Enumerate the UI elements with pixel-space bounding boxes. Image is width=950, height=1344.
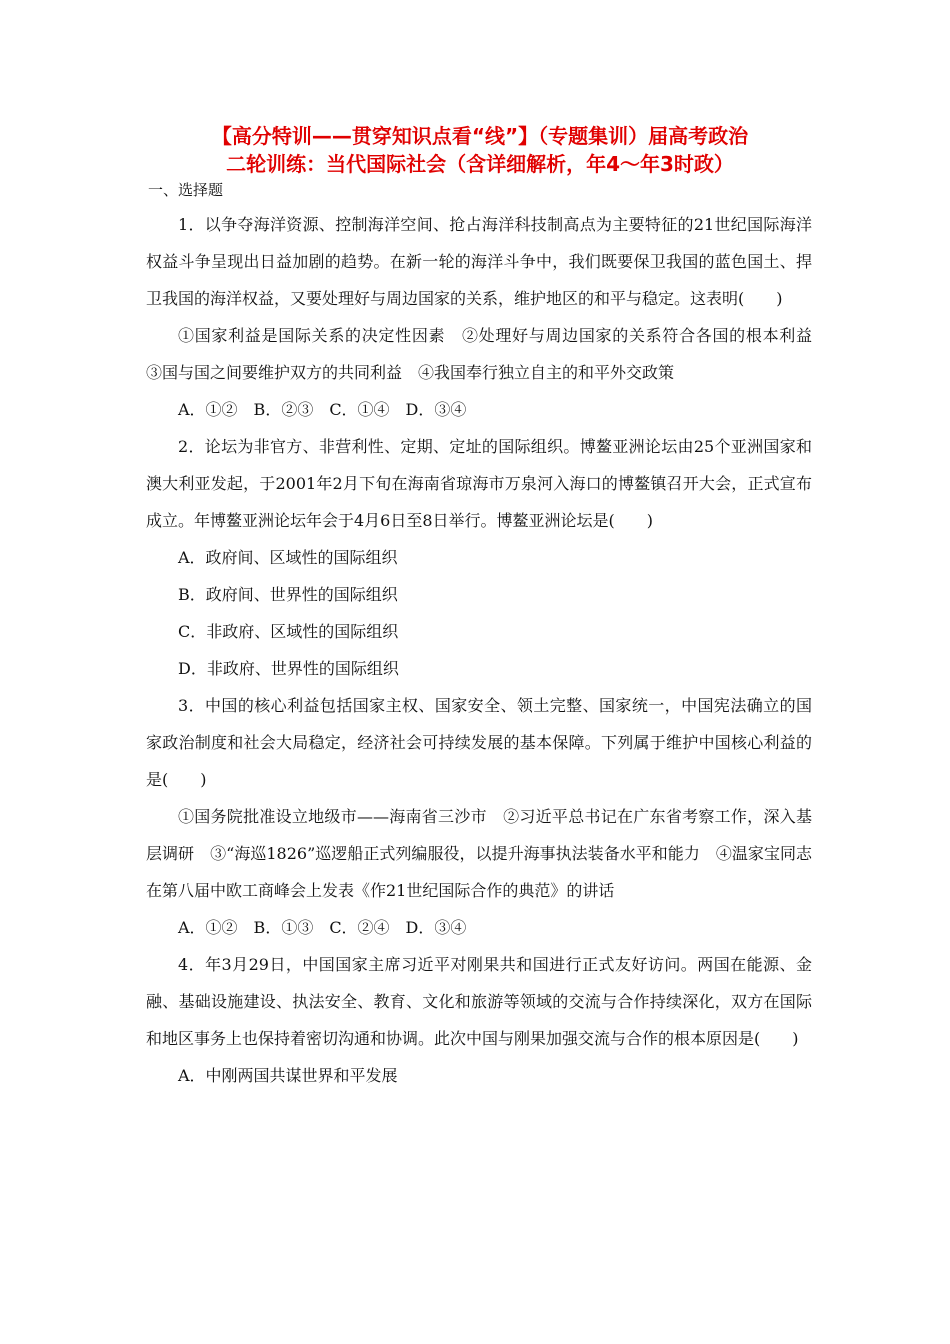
- question-3-choices: A．①② B．①③ C．②④ D．③④: [178, 918, 467, 937]
- question-2-option-b: B．政府间、世界性的国际组织: [178, 585, 398, 604]
- question-2-option-d: D．非政府、世界性的国际组织: [178, 659, 399, 678]
- question-list: [146, 206, 829, 1094]
- question-2-option-c: C．非政府、区域性的国际组织: [178, 622, 399, 641]
- question-3-stem: 3．中国的核心利益包括国家主权、国家安全、领土完整、国家统一，中国宪法确立的国家政治制度和社会大局稳定，经济社会可持续发展的基本保障。下列属于维护中国核心利益的是( ): [146, 696, 812, 789]
- question-1-choices: A．①② B．②③ C．①④ D．③④: [178, 400, 467, 419]
- document-title: [120, 122, 840, 178]
- section-heading: 一、选择题: [148, 181, 224, 199]
- question-1-stem: 1．以争夺海洋资源、控制海洋空间、抢占海洋科技制高点为主要特征的21世纪国际海洋权益斗争呈现出日益加剧的趋势。在新一轮的海洋斗争中，我们既要保卫我国的蓝色国土、捍卫我国的海洋权益，又要处理好与周边国家的关系，维护地区的和平与稳定。这表明( ): [146, 215, 812, 308]
- title-line-2: 二轮训练：当代国际社会（含详细解析，年4～年3时政）: [226, 152, 734, 176]
- question-4-option-a: A．中刚两国共谋世界和平发展: [178, 1066, 398, 1085]
- question-2-option-a: A．政府间、区域性的国际组织: [178, 548, 398, 567]
- question-3-statements: ①国务院批准设立地级市——海南省三沙市 ②习近平总书记在广东省考察工作，深入基层调研 ③“海巡1826”巡逻船正式列编服役，以提升海事执法装备水平和能力 ④温家宝同志在第八届中欧工商峰会上发表《作21世纪国际合作的典范》的讲话: [146, 807, 812, 900]
- question-1-statements: ①国家利益是国际关系的决定性因素 ②处理好与周边国家的关系符合各国的根本利益 ③国与国之间要维护双方的共同利益 ④我国奉行独立自主的和平外交政策: [146, 326, 829, 382]
- question-4-stem: 4．年3月29日，中国国家主席习近平对刚果共和国进行正式友好访问。两国在能源、金融、基础设施建设、执法安全、教育、文化和旅游等领域的交流与合作持续深化，双方在国际和地区事务上也保持着密切沟通和协调。此次中国与刚果加强交流与合作的根本原因是( ): [146, 955, 812, 1048]
- question-2-stem: 2．论坛为非官方、非营利性、定期、定址的国际组织。博鳌亚洲论坛由25个亚洲国家和澳大利亚发起，于2001年2月下旬在海南省琼海市万泉河入海口的博鳌镇召开大会，正式宣布成立。年博鳌亚洲论坛年会于4月6日至8日举行。博鳌亚洲论坛是( ): [146, 437, 812, 530]
- title-line-1: 【高分特训——贯穿知识点看“线”】（专题集训）届高考政治: [211, 124, 749, 148]
